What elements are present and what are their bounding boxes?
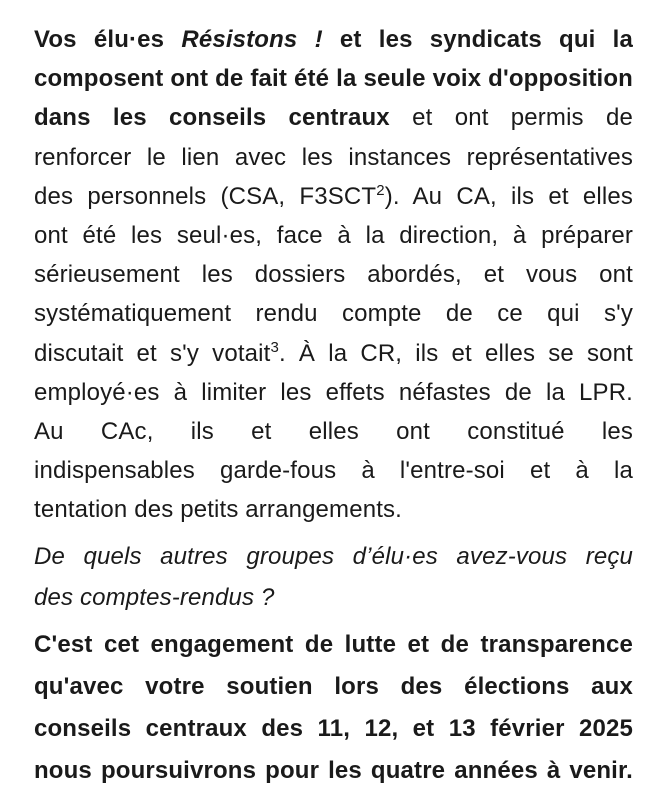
text-line: C'est cet engagement de lutte et de transparence [34,630,633,658]
text-line: Au CAc, ils et elles ont constitué les [34,418,633,446]
text-line: ont été les seul·es, face à la direction, à préparer [34,222,633,250]
text-span: ). Au CA, ils et elles [384,182,633,210]
text-line [34,334,633,373]
text-span: Vos élu·es [34,26,182,53]
paragraph-closing [34,624,633,792]
text-line: De quels autres groupes d’élu·es avez-vous reçu [34,542,633,570]
text-line: employé·es à limiter les effets néfastes de la LPR. [34,378,633,406]
text-line: renforcer le lien avec les instances représentatives [34,143,633,171]
text-line [34,177,633,216]
paragraph-representatives [34,20,633,530]
text-span: et ont permis de [389,104,633,132]
text-span: . À la CR, ils et elles se sont [278,339,633,367]
text-line [34,20,633,59]
text-span: et les syndicats qui la [322,26,633,53]
text-line [34,98,633,137]
text-line: indispensables garde-fous à l'entre-soi et à la [34,457,633,485]
text-line: systématiquement rendu compte de ce qui s'y [34,300,633,328]
text-line: des comptes-rendus ? [34,583,275,611]
paragraph-question [34,536,633,618]
text-line: nous poursuivrons pour les quatre années à venir. [34,756,633,784]
text-span: discutait et s'y votait [34,339,271,367]
text-line: sérieusement les dossiers abordés, et vous ont [34,261,633,289]
list-name: Résistons ! [181,26,323,53]
text-span-bold: dans les conseils centraux [34,104,390,132]
footnote-ref-3: 3 [270,338,279,356]
text-line: tentation des petits arrangements. [34,496,402,524]
text-line: composent ont de fait été la seule voix d'opposition [34,65,633,93]
text-line: conseils centraux des 11, 12, et 13 février 2025 [34,714,633,742]
footnote-ref-2: 2 [376,181,385,199]
text-line: qu'avec votre soutien lors des élections aux [34,672,633,700]
text-span: des personnels (CSA, F3SCT [34,182,377,210]
